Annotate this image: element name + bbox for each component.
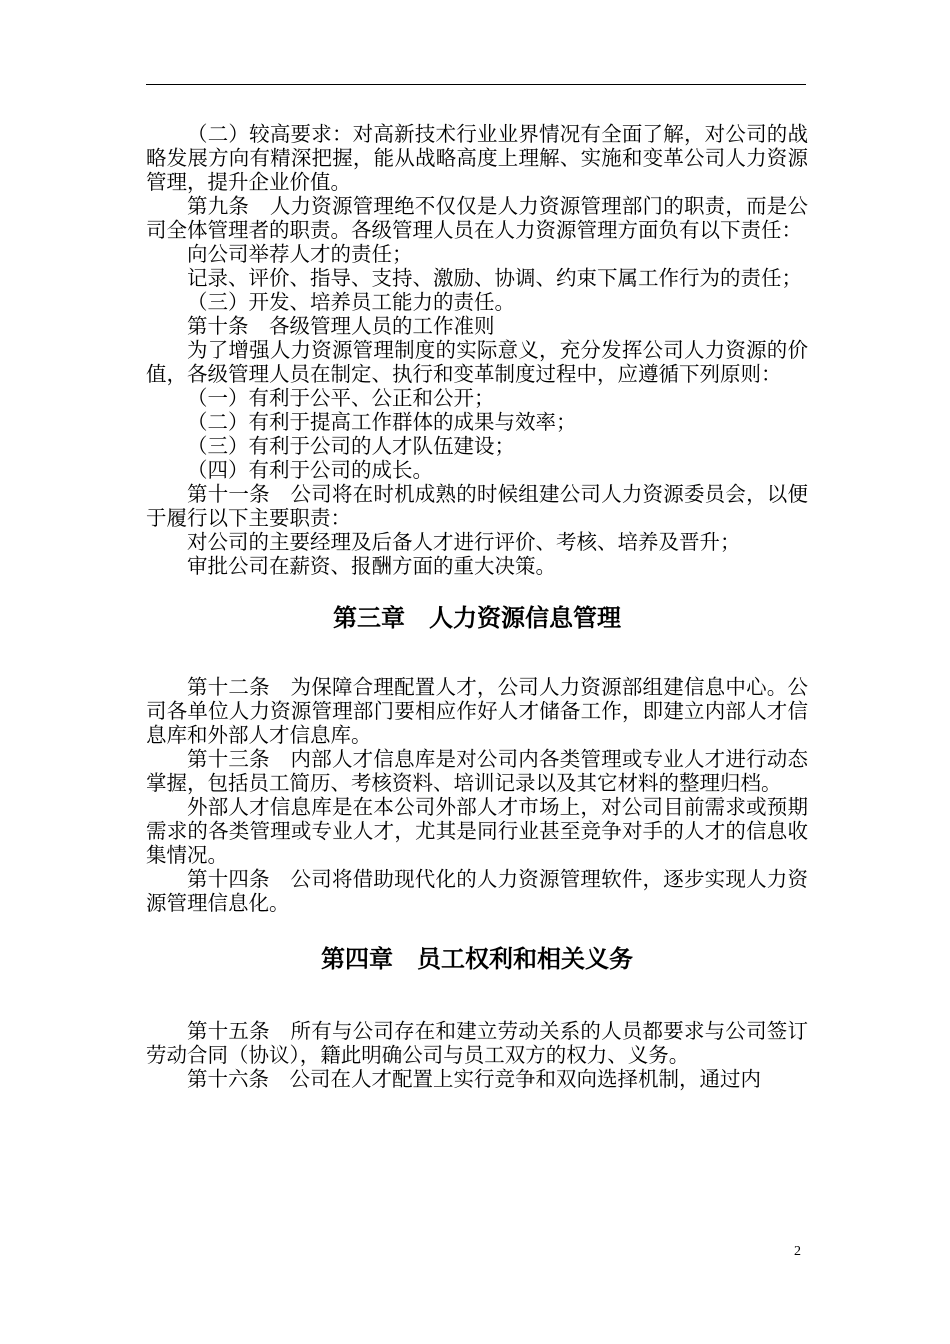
article-11: 第十一条 公司将在时机成熟的时候组建公司人力资源委员会，以便于履行以下主要职责： <box>146 482 808 530</box>
paragraph: 为了增强人力资源管理制度的实际意义，充分发挥公司人力资源的价值，各级管理人员在制定、执行和变革制度过程中，应遵循下列原则： <box>146 338 808 386</box>
list-item: （二）有利于提高工作群体的成果与效率； <box>187 410 577 434</box>
article-10: 第十条 各级管理人员的工作准则 <box>187 314 495 338</box>
article-12: 第十二条 为保障合理配置人才，公司人力资源部组建信息中心。公司各单位人力资源管理部门要相应作好人才储备工作，即建立内部人才信息库和外部人才信息库。 <box>146 675 808 747</box>
article-16: 第十六条 公司在人才配置上实行竞争和双向选择机制，通过内 <box>187 1067 761 1091</box>
list-item: （一）有利于公平、公正和公开； <box>187 386 495 410</box>
list-item: （三）开发、培养员工能力的责任。 <box>187 290 515 314</box>
paragraph: （二）较高要求：对高新技术行业业界情况有全面了解，对公司的战略发展方向有精深把握，能从战略高度上理解、实施和变革公司人力资源管理，提升企业价值。 <box>146 122 808 194</box>
list-item: （四）有利于公司的成长。 <box>187 458 433 482</box>
chapter-4-heading: 第四章 员工权利和相关义务 <box>321 945 633 973</box>
chapter-3-heading: 第三章 人力资源信息管理 <box>333 604 621 632</box>
list-item: （三）有利于公司的人才队伍建设； <box>187 434 515 458</box>
article-9: 第九条 人力资源管理绝不仅仅是人力资源管理部门的职责，而是公司全体管理者的职责。各级管理人员在人力资源管理方面负有以下责任： <box>146 194 808 242</box>
article-15: 第十五条 所有与公司存在和建立劳动关系的人员都要求与公司签订劳动合同（协议），籍此明确公司与员工双方的权力、义务。 <box>146 1019 808 1067</box>
article-13: 第十三条 内部人才信息库是对公司内各类管理或专业人才进行动态掌握，包括员工简历、考核资料、培训记录以及其它材料的整理归档。 <box>146 747 808 795</box>
list-item: 审批公司在薪资、报酬方面的重大决策。 <box>187 554 556 578</box>
list-item: 对公司的主要经理及后备人才进行评价、考核、培养及晋升； <box>187 530 741 554</box>
document-body <box>146 122 808 1091</box>
page-number: 2 <box>794 1244 801 1259</box>
header-rule <box>146 84 806 85</box>
article-14: 第十四条 公司将借助现代化的人力资源管理软件，逐步实现人力资源管理信息化。 <box>146 867 808 915</box>
list-item: 向公司举荐人才的责任； <box>187 242 413 266</box>
list-item: 记录、评价、指导、支持、激励、协调、约束下属工作行为的责任； <box>187 266 802 290</box>
paragraph: 外部人才信息库是在本公司外部人才市场上，对公司目前需求或预期需求的各类管理或专业人才，尤其是同行业甚至竞争对手的人才的信息收集情况。 <box>146 795 808 867</box>
